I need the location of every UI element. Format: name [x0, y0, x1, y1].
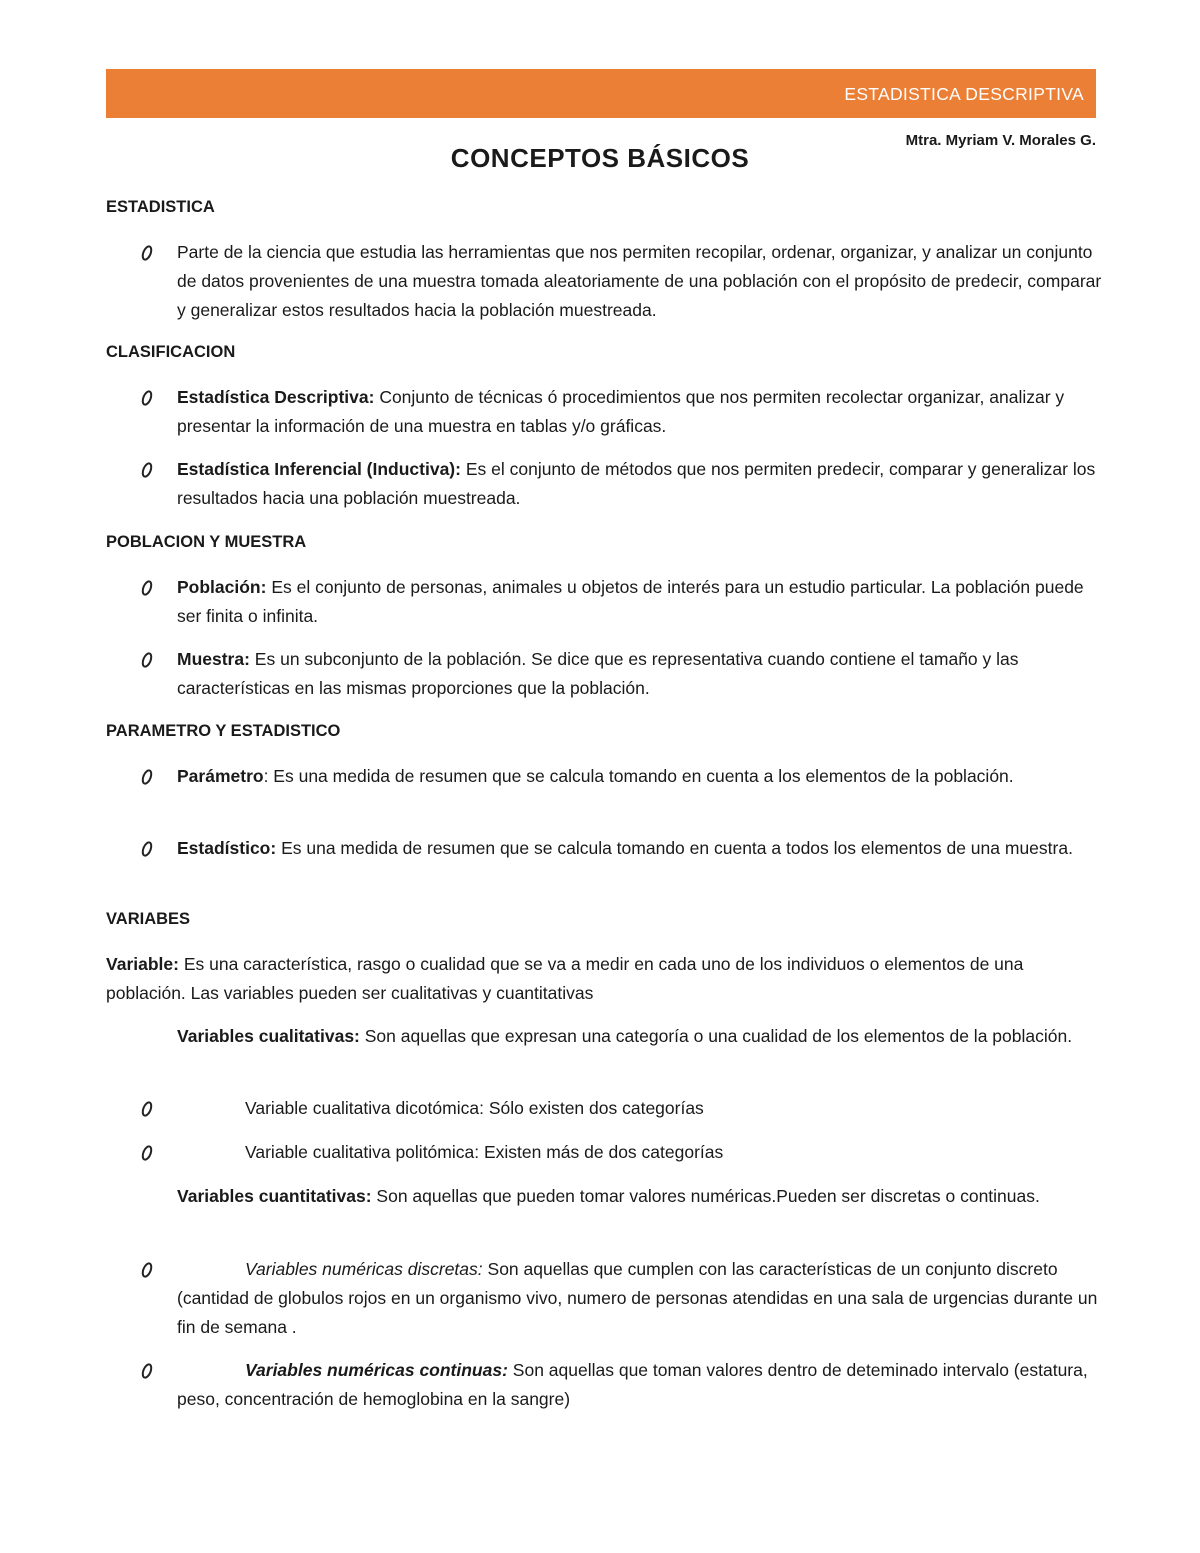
- bullet-text: [177, 645, 1102, 703]
- definition: Conjunto de técnicas ó procedimientos que nos permiten recolectar organizar, analizar y presentar la información de una muestra en tablas y/o gráficas.: [177, 387, 1065, 436]
- leaf-bullet-icon: [140, 244, 158, 262]
- term: Población:: [177, 577, 267, 597]
- section-heading-poblacion: POBLACION Y MUESTRA: [106, 533, 307, 551]
- leaf-bullet-icon: [140, 1100, 158, 1118]
- term: Variables numéricas discretas:: [245, 1259, 483, 1279]
- definition: Es una medida de resumen que se calcula tomando en cuenta a todos los elementos de una muestra.: [276, 838, 1073, 858]
- bullet-text: [177, 762, 1102, 791]
- bullet-text: [177, 383, 1102, 441]
- bullet-text: [177, 1356, 1102, 1414]
- definition: Es el conjunto de métodos que nos permiten predecir, comparar y generalizar los resultados hacia una población muestreada.: [177, 459, 1096, 508]
- definition: Es una característica, rasgo o cualidad que se va a medir en cada uno de los individuos o elementos de una población. Las variables pueden ser cualitativas y cuantitativas: [106, 954, 1024, 1003]
- item-text: Variable cualitativa dicotómica: Sólo existen dos categorías: [245, 1098, 704, 1118]
- item-text: Variable cualitativa politómica: Existen más de dos categorías: [245, 1142, 724, 1162]
- cualitativas-definition: [177, 1022, 1102, 1051]
- definition: Es el conjunto de personas, animales u objetos de interés para un estudio particular. La población puede ser finita o infinita.: [177, 577, 1084, 626]
- cuantitativas-definition: [177, 1182, 1102, 1211]
- variable-definition: [106, 950, 1102, 1008]
- leaf-bullet-icon: [140, 389, 158, 407]
- page-title: CONCEPTOS BÁSICOS: [450, 143, 750, 173]
- term: Parámetro: [177, 766, 264, 786]
- definition: Son aquellas que pueden tomar valores numéricas.Pueden ser discretas o continuas.: [371, 1186, 1040, 1206]
- term: Variables cualitativas:: [177, 1026, 360, 1046]
- term: Estadístico:: [177, 838, 277, 858]
- bullet-text: [177, 834, 1102, 863]
- section-heading-variables: VARIABES: [106, 910, 191, 928]
- definition: Son aquellas que toman valores dentro de deteminado intervalo (estatura, peso, concentración de hemoglobina en la sangre): [177, 1360, 1088, 1409]
- leaf-bullet-icon: [140, 840, 158, 858]
- bullet-text: [177, 573, 1102, 631]
- leaf-bullet-icon: [140, 461, 158, 479]
- banner-title: ESTADISTICA DESCRIPTIVA: [844, 84, 1084, 104]
- section-heading-parametro: PARAMETRO Y ESTADISTICO: [106, 722, 341, 740]
- bullet-text: [177, 1138, 1102, 1167]
- bullet-text: [177, 1094, 1102, 1123]
- bullet-text: [177, 1255, 1102, 1342]
- bullet-text: Parte de la ciencia que estudia las herramientas que nos permiten recopilar, ordenar, organizar, y analizar un conjunto de datos provenientes de una muestra tomada aleatoriamente de una población con el propósito de predecir, comparar y generalizar estos resultados hacia la población muestreada.: [177, 242, 1102, 320]
- definition: Es un subconjunto de la población. Se dice que es representativa cuando contiene el tamaño y las características en las mismas proporciones que la población.: [177, 649, 1019, 698]
- leaf-bullet-icon: [140, 579, 158, 597]
- definition: : Es una medida de resumen que se calcula tomando en cuenta a los elementos de la población.: [263, 766, 1014, 786]
- term: Estadística Descriptiva:: [177, 387, 375, 407]
- term: Muestra:: [177, 649, 250, 669]
- leaf-bullet-icon: [140, 1261, 158, 1279]
- term: Estadística Inferencial (Inductiva):: [177, 459, 461, 479]
- section-heading-estadistica: ESTADISTICA: [106, 198, 215, 216]
- definition: Son aquellas que cumplen con las características de un conjunto discreto (cantidad de globulos rojos en un organismo vivo, numero de personas atendidas en una sala de urgencias durante un fin de semana .: [177, 1259, 1098, 1337]
- leaf-bullet-icon: [140, 1144, 158, 1162]
- header-banner: [106, 69, 1096, 118]
- leaf-bullet-icon: [140, 651, 158, 669]
- definition: Son aquellas que expresan una categoría o una cualidad de los elementos de la población.: [359, 1026, 1073, 1046]
- author-name: Mtra. Myriam V. Morales G.: [905, 132, 1096, 149]
- bullet-text: [177, 455, 1102, 513]
- section-heading-clasificacion: CLASIFICACION: [106, 343, 236, 361]
- term: Variables cuantitativas:: [177, 1186, 372, 1206]
- leaf-bullet-icon: [140, 1362, 158, 1380]
- term: Variables numéricas continuas:: [245, 1360, 508, 1380]
- term: Variable:: [106, 954, 179, 974]
- leaf-bullet-icon: [140, 768, 158, 786]
